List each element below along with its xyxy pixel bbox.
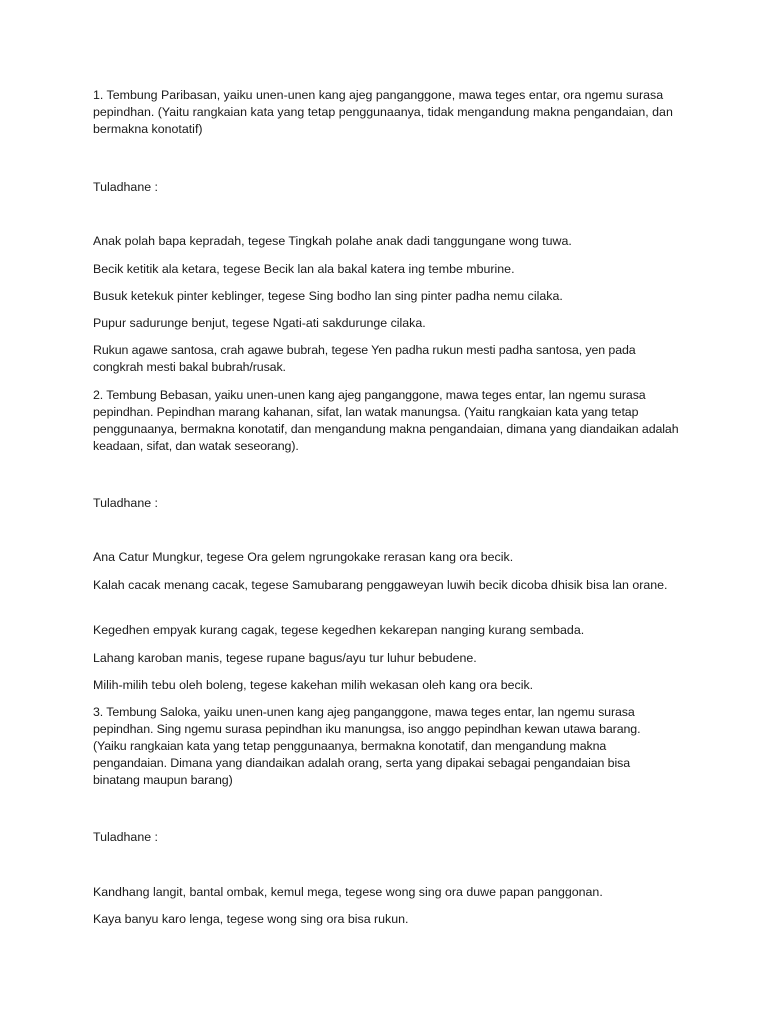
section-1-heading: Tuladhane : [93,180,158,194]
section-1-example-4: Pupur sadurunge benjut, tegese Ngati-ati sakdurunge cilaka. [93,316,426,330]
section-2-example-5: Milih-milih tebu oleh boleng, tegese kakehan milih wekasan oleh kang ora becik. [93,678,534,692]
section-3-example-1: Kandhang langit, bantal ombak, kemul mega, tegese wong sing ora duwe papan panggonan. [93,885,603,899]
section-2-example-4: Lahang karoban manis, tegese rupane bagus/ayu tur luhur bebudene. [93,651,477,665]
section-3-heading: Tuladhane : [93,830,158,844]
section-1-example-5: Rukun agawe santosa, crah agawe bubrah, tegese Yen padha rukun mesti padha santosa, yen pada congkrah mesti bakal bubrah/rusak. [93,343,636,374]
section-3-intro: 3. Tembung Saloka, yaiku unen-unen kang ajeg panganggone, mawa teges entar, lan ngemu surasa pepindhan. Sing ngemu surasa pepindhan iku manungsa, iso anggo pepindhan kewan utawa barang. (Yaiku rangkaian kata yang tetap penggunaanya, bermakna konotatif, dan mengandung makna pengandaian. Dimana yang diandaikan adalah orang, serta yang dipakai sebagai pengandaian bisa binatang maupun barang) [93,705,641,787]
section-3-example-2: Kaya banyu karo lenga, tegese wong sing ora bisa rukun. [93,912,409,926]
section-2-heading: Tuladhane : [93,496,158,510]
section-1-intro: 1. Tembung Paribasan, yaiku unen-unen kang ajeg panganggone, mawa teges entar, ora ngemu surasa pepindhan. (Yaitu rangkaian kata yang tetap penggunaanya, tidak mengandung makna pengandaian, dan bermakna konotatif) [93,88,673,136]
section-2-example-3: Kegedhen empyak kurang cagak, tegese kegedhen kekarepan nanging kurang sembada. [93,623,585,637]
section-1-example-3: Busuk ketekuk pinter keblinger, tegese Sing bodho lan sing pinter padha nemu cilaka. [93,289,563,303]
section-1-example-2: Becik ketitik ala ketara, tegese Becik lan ala bakal katera ing tembe mburine. [93,262,515,276]
section-2-example-1: Ana Catur Mungkur, tegese Ora gelem ngrungokake rerasan kang ora becik. [93,550,514,564]
section-2-intro: 2. Tembung Bebasan, yaiku unen-unen kang ajeg panganggone, mawa teges entar, lan ngemu surasa pepindhan. Pepindhan marang kahanan, sifat, lan watak manungsa. (Yaitu rangkaian kata yang tetap penggunaanya, bermakna konotatif, dan mengandung makna pengandaian, dimana yang diandaikan adalah keadaan, sifat, dan watak seseorang). [93,388,679,453]
section-2-example-2: Kalah cacak menang cacak, tegese Samubarang penggaweyan luwih becik dicoba dhisik bisa lan orane. [93,578,668,592]
section-1-example-1: Anak polah bapa kepradah, tegese Tingkah polahe anak dadi tanggungane wong tuwa. [93,234,572,248]
